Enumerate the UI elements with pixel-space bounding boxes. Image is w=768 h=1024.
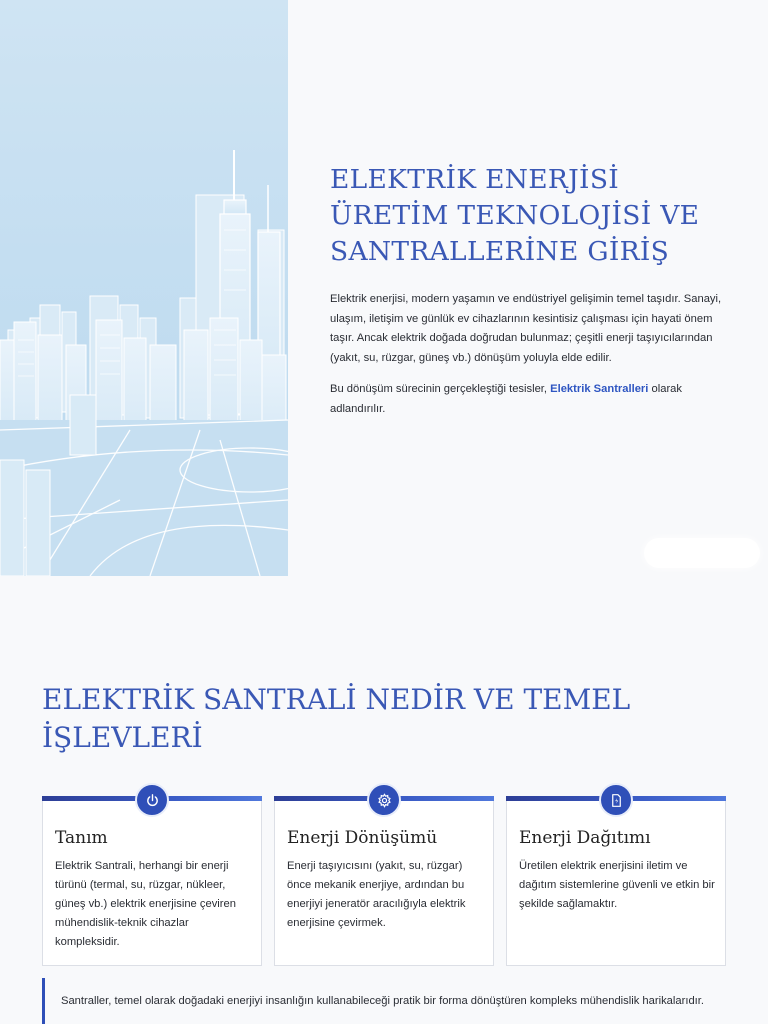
plants-text-after: olarak adlandırılır. bbox=[330, 383, 682, 415]
quote-text: Santraller, temel olarak doğadaki enerjiyi insanlığın kullanabileceği pratik bir forma dönüştüren kompleks mühendislik harikalarıdır. bbox=[61, 995, 704, 1007]
card-energy-conversion bbox=[274, 800, 494, 966]
city-skyline-image bbox=[0, 0, 288, 576]
hero-text-block bbox=[330, 162, 730, 419]
page-title: ELEKTRİK ENERJİSİ ÜRETİM TEKNOLOJİSİ VE SANTRALLERİNE GİRİŞ bbox=[330, 164, 700, 267]
card-title: Tanım bbox=[55, 828, 108, 848]
plants-paragraph bbox=[330, 380, 730, 419]
summary-quote bbox=[42, 978, 728, 1024]
card-energy-distribution bbox=[506, 800, 726, 966]
gear-icon bbox=[367, 783, 401, 817]
card-text: Üretilen elektrik enerjisini iletim ve dağıtım sistemlerine güvenli ve etkin bir şekilde sağlamaktır. bbox=[519, 860, 715, 910]
card-title: Enerji Dağıtımı bbox=[519, 828, 651, 848]
card-text: Enerji taşıyıcısını (yakıt, su, rüzgar) önce mekanik enerjiye, ardından bu enerjiyi jeneratör aracılığıyla elektrik enerjisine çevirmek. bbox=[287, 860, 466, 929]
card-text: Elektrik Santrali, herhangi bir enerji türünü (termal, su, rüzgar, nükleer, güneş vb.) elektrik enerjisine çeviren mühendislik-teknik cihazlar kompleksidir. bbox=[55, 860, 236, 948]
card-title: Enerji Dönüşümü bbox=[287, 828, 438, 848]
plants-highlight: Elektrik Santralleri bbox=[550, 383, 649, 395]
decorative-blob bbox=[644, 538, 760, 568]
document-bolt-icon bbox=[599, 783, 633, 817]
intro-paragraph: Elektrik enerjisi, modern yaşamın ve endüstriyel gelişimin temel taşıdır. Sanayi, ulaşım, iletişim ve günlük ev cihazlarının kesintisiz çalışması için hayati önem taşır. Ancak elektrik doğada doğrudan bulunmaz; çeşitli enerji taşıyıcılarından (yakıt, su, rüzgar, güneş vb.) dönüşüm yoluyla elde edilir. bbox=[330, 293, 722, 364]
section-title: ELEKTRİK SANTRALİ NEDİR VE TEMEL İŞLEVLERİ bbox=[42, 683, 631, 754]
power-icon bbox=[135, 783, 169, 817]
plants-text-before: Bu dönüşüm sürecinin gerçekleştiği tesisler, bbox=[330, 383, 551, 395]
card-definition bbox=[42, 800, 262, 966]
city-illustration bbox=[0, 0, 288, 576]
